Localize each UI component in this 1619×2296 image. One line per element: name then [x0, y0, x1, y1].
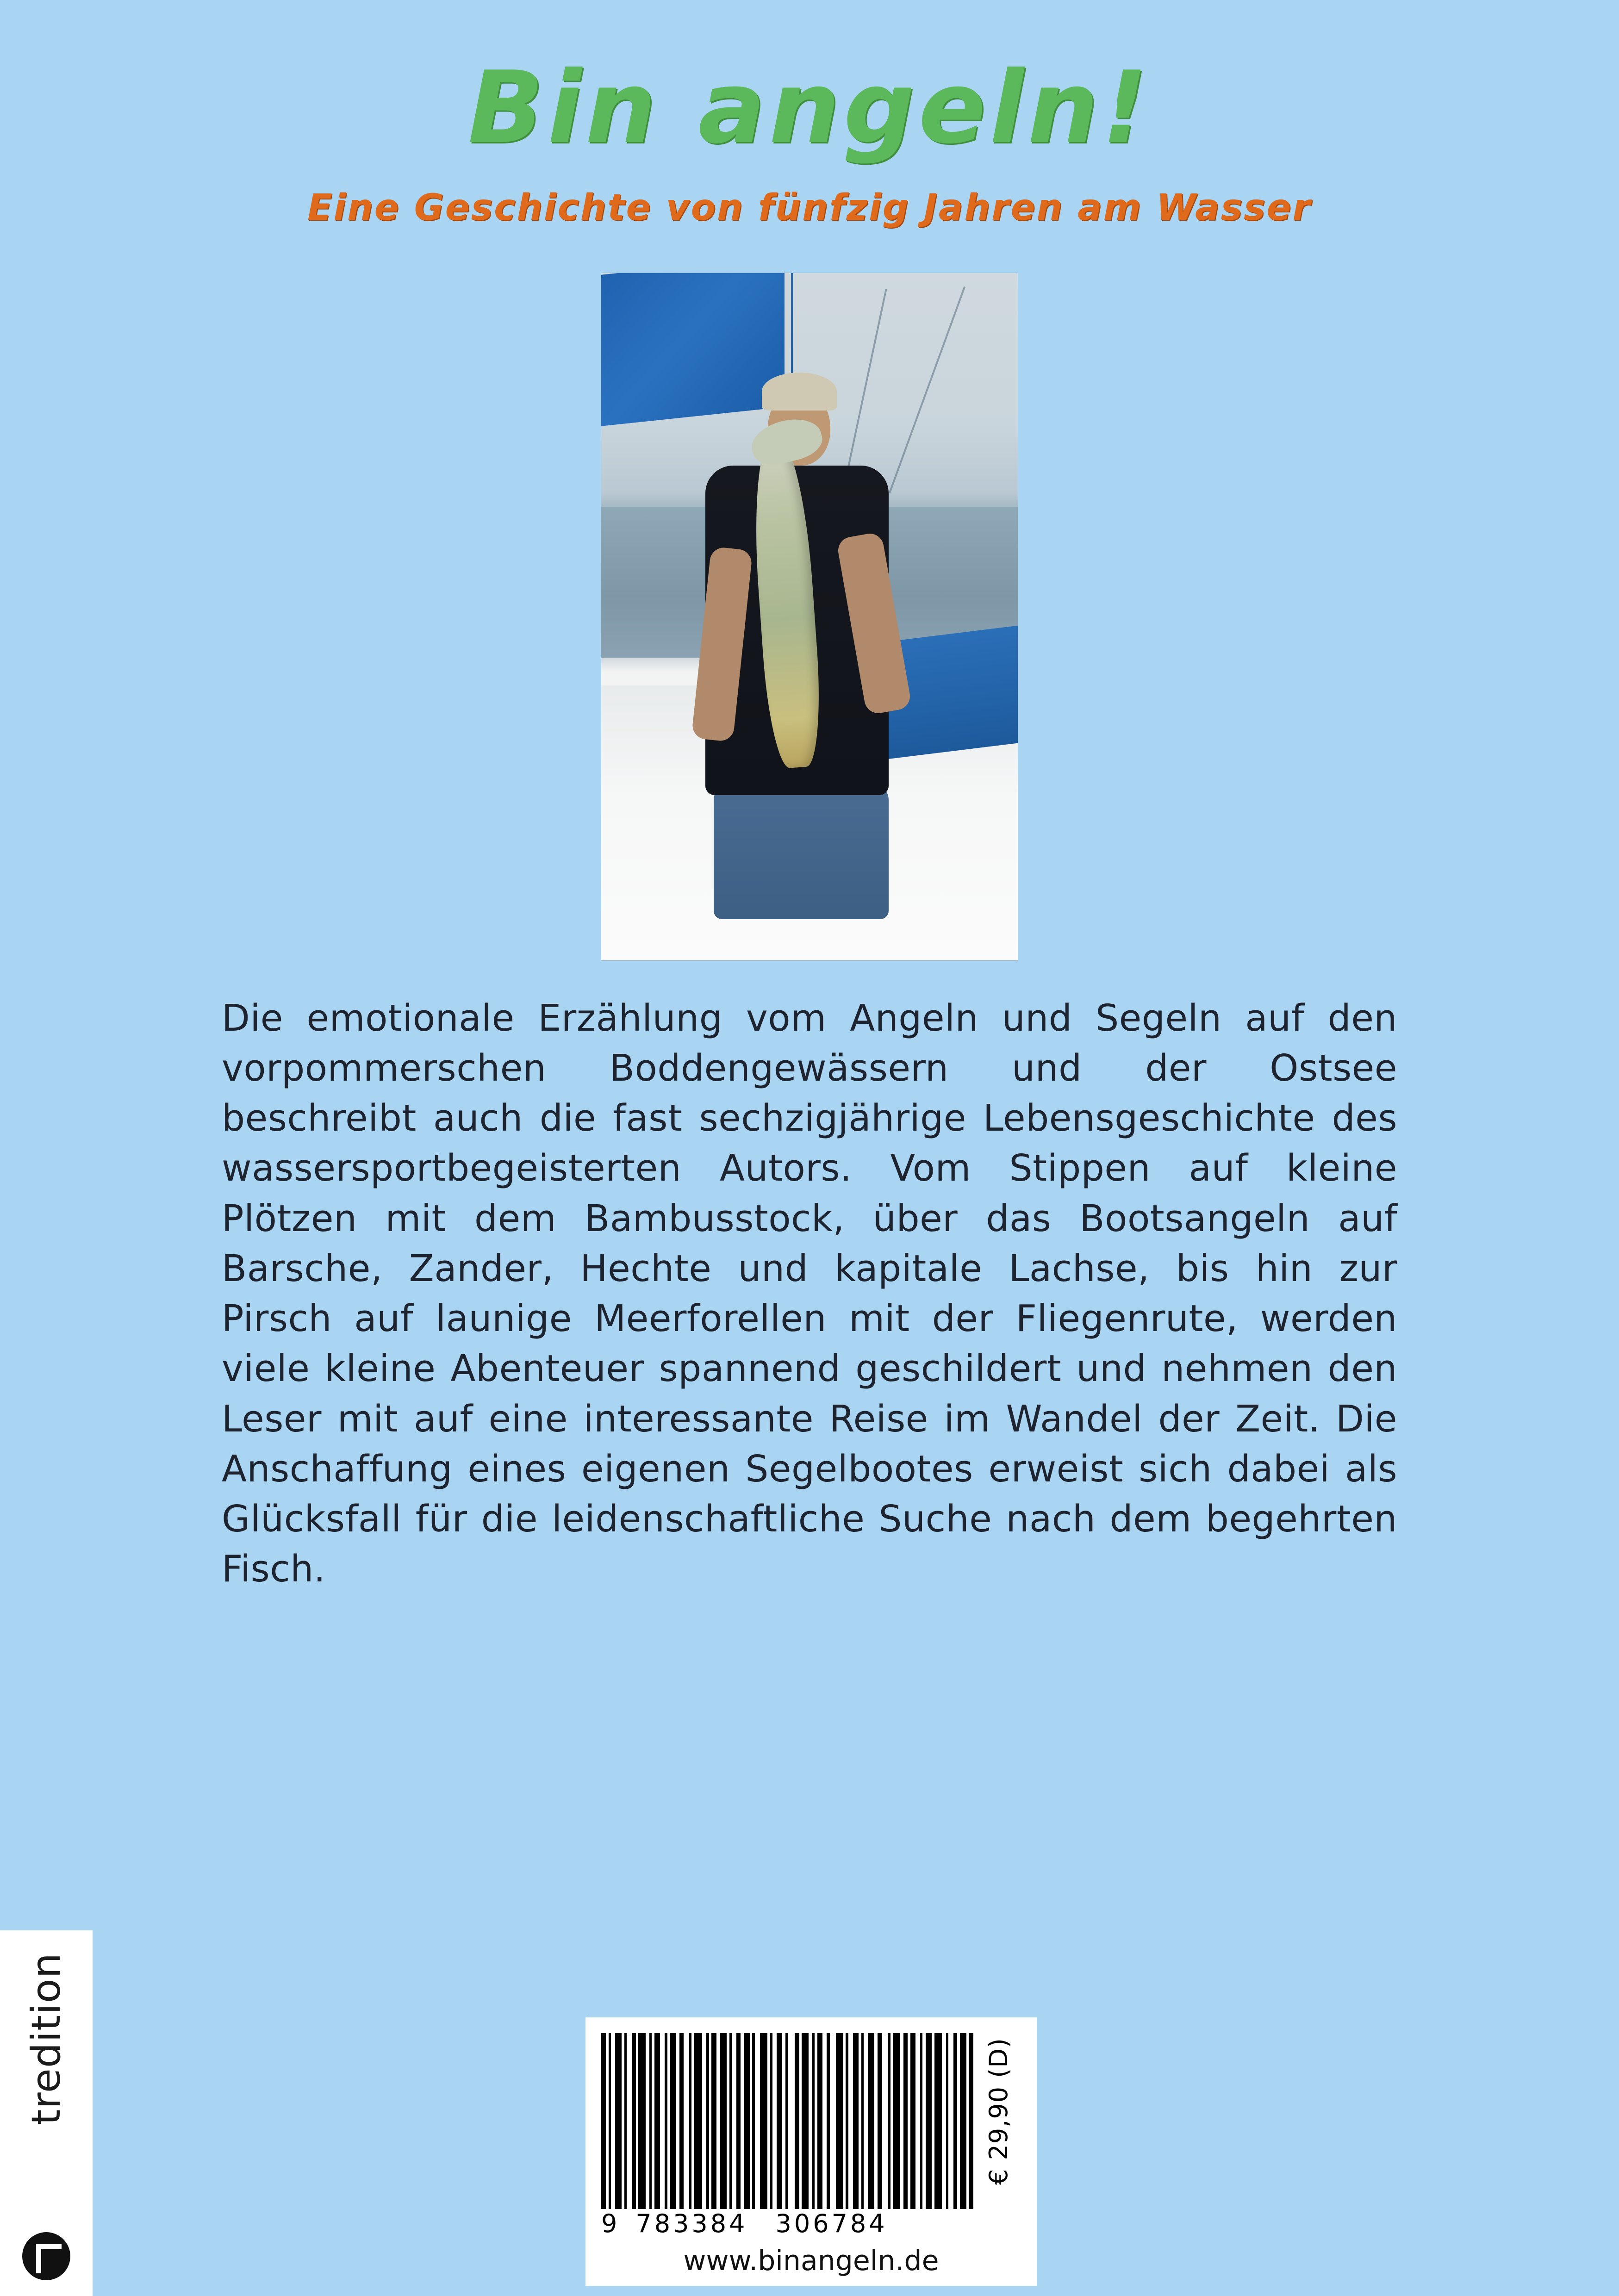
website-url: www.binangeln.de: [683, 2245, 939, 2277]
price-label-vertical: [973, 2033, 1024, 2209]
cover-photo: [601, 273, 1018, 961]
isbn-digits: [585, 2209, 1037, 2238]
barcode-bars: [601, 2033, 973, 2209]
tredition-logo-icon: [22, 2232, 70, 2280]
barcode-block: [585, 2017, 1037, 2286]
photo-scene: [601, 273, 1018, 960]
publisher-name: tredition: [23, 1953, 69, 2125]
barcode-inner: [585, 2017, 1037, 2209]
rigging-line-2: [889, 286, 965, 493]
page-title: Bin angeln!: [467, 50, 1152, 166]
person-shorts: [714, 782, 889, 919]
isbn-lead-digit: 9: [601, 2209, 620, 2238]
publisher-tab: [0, 1930, 93, 2296]
page-subtitle: Eine Geschichte von fünfzig Jahren am Wasser: [307, 187, 1312, 229]
person-cap: [762, 373, 837, 411]
back-cover-blurb: Die emotionale Erzählung vom Angeln und Segeln auf den vorpommerschen Boddengewässern und der Ostsee beschreibt auch die fast sechzigjährige Lebensgeschichte des wassersportbegeisterten Autors. Vom Stippen auf kleine Plötzen mit dem Bambusstock, über das Bootsangeln auf Barsche, Zander, Hechte und kapitale Lachse, bis hin zur Pirsch auf launige Meerforellen mit der Fliegenrute, werden viele kleine Abenteuer spannend geschildert und nehmen den Leser mit auf eine interessante Reise im Wandel der Zeit. Die Anschaffung eines eigenen Segelbootes erweist sich dabei als Glücksfall für die leidenschaftliche Suche nach dem begehrten Fisch.: [222, 996, 1397, 1591]
isbn-group-2: 306784: [775, 2209, 888, 2238]
price-label: € 29,90 (D): [984, 2038, 1013, 2185]
cover-title-block: [0, 0, 1619, 229]
isbn-group-1: 783384: [635, 2209, 748, 2238]
